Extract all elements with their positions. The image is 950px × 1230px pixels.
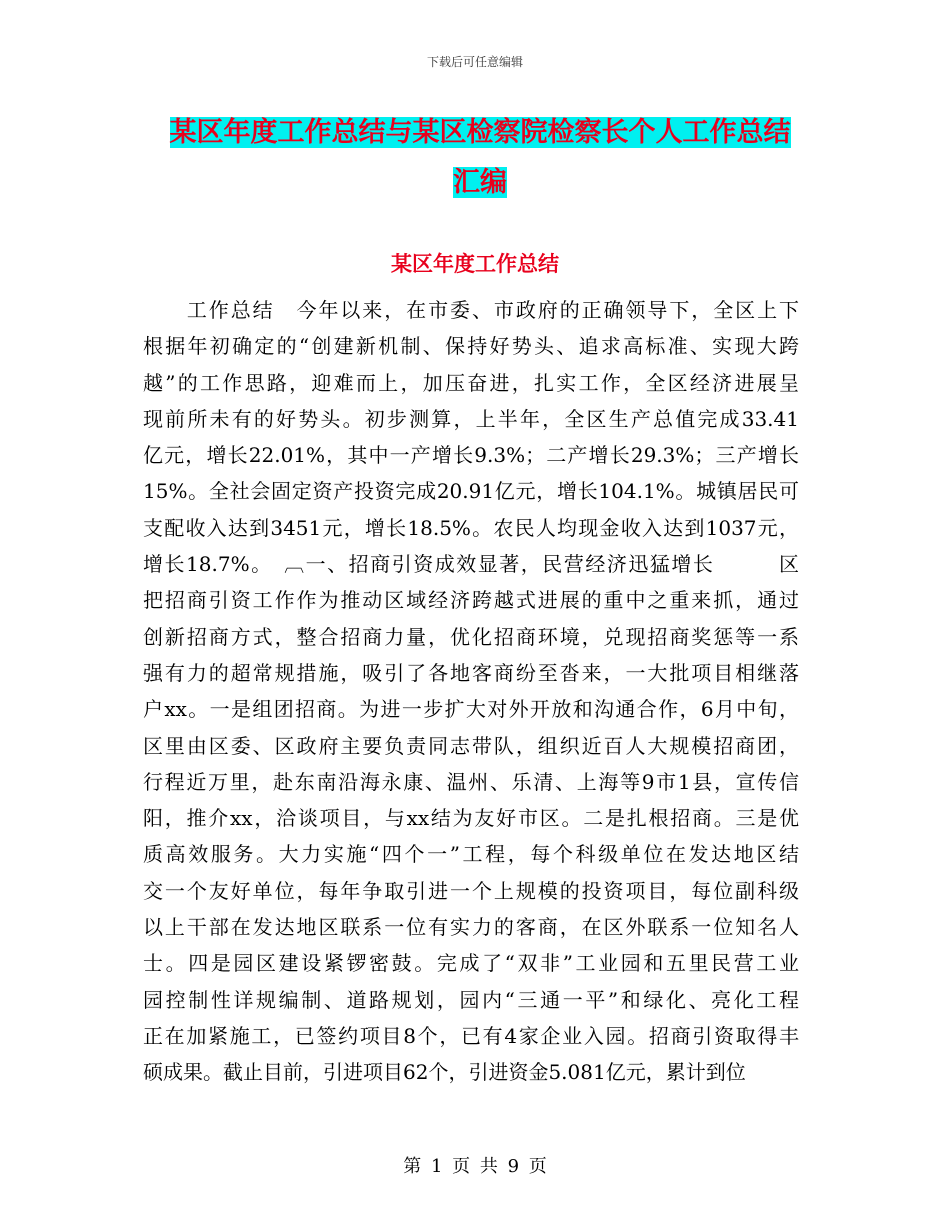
- page-footer: 第 1 页 共 9 页: [403, 1156, 547, 1177]
- body-line: 质高效服务。大力实施“四个一”工程，每个科级单位在发达地区结: [143, 842, 799, 867]
- document-title: [150, 108, 810, 208]
- body-text: [143, 292, 799, 1091]
- body-line: 区里由区委、区政府主要负责同志带队，组织近百人大规模招商团，: [143, 733, 799, 758]
- body-line: 根据年初确定的“创建新机制、保持好势头、追求高标准、实现大跨: [143, 334, 799, 359]
- body-line: 增长18.7%。 ︹一、招商引资成效显著，民营经济迅猛增长 区: [143, 552, 799, 577]
- body-line: 把招商引资工作作为推动区域经济跨越式进展的重中之重来抓，通过: [143, 588, 799, 613]
- body-line: 交一个友好单位，每年争取引进一个上规模的投资项目，每位副科级: [143, 878, 799, 903]
- body-line: 现前所未有的好势头。初步测算，上半年，全区生产总值完成33.41: [143, 406, 799, 431]
- body-line: 以上干部在发达地区联系一位有实力的客商，在区外联系一位知名人: [143, 915, 799, 940]
- body-line: 强有力的超常规措施，吸引了各地客商纷至沓来，一大批项目相继落: [143, 660, 799, 685]
- body-line: 正在加紧施工，已签约项目8个，已有4家企业入园。招商引资取得丰: [143, 1023, 799, 1048]
- header-note: 下载后可任意编辑: [426, 55, 523, 69]
- body-line: 硕成果。截止目前，引进项目62个，引进资金5.081亿元，累计到位: [143, 1060, 746, 1085]
- body-line: 越”的工作思路，迎难而上，加压奋进，扎实工作，全区经济进展呈: [143, 370, 799, 395]
- body-line: 支配收入达到3451元，增长18.5%。农民人均现金收入达到1037元，: [143, 515, 799, 540]
- body-line: 园控制性详规编制、道路规划，园内“三通一平”和绿化、亮化工程: [143, 987, 799, 1012]
- body-line: 户xx。一是组团招商。为进一步扩大对外开放和沟通合作，6月中旬，: [143, 697, 799, 722]
- body-line: 亿元，增长22.01%，其中一产增长9.3%；二产增长29.3%；三产增长: [143, 443, 799, 468]
- body-line: 15%。全社会固定资产投资完成20.91亿元，增长104.1%。城镇居民可: [143, 479, 799, 504]
- document-title-line-2: 汇编: [453, 167, 507, 198]
- body-line: 创新招商方式，整合招商力量，优化招商环境，兑现招商奖惩等一系: [143, 624, 799, 649]
- body-line: 士。四是园区建设紧锣密鼓。完成了“双非”工业园和五里民营工业: [143, 951, 799, 976]
- section-title: 某区年度工作总结: [391, 251, 559, 276]
- body-line: 阳，推介xx，洽谈项目，与xx结为友好市区。二是扎根招商。三是优: [143, 806, 799, 831]
- body-line: 行程近万里，赴东南沿海永康、温州、乐清、上海等9市1县，宣传信: [143, 769, 799, 794]
- document-title-line-1: 某区年度工作总结与某区检察院检察长个人工作总结: [169, 117, 791, 148]
- body-line: 工作总结 今年以来，在市委、市政府的正确领导下，全区上下: [143, 298, 799, 322]
